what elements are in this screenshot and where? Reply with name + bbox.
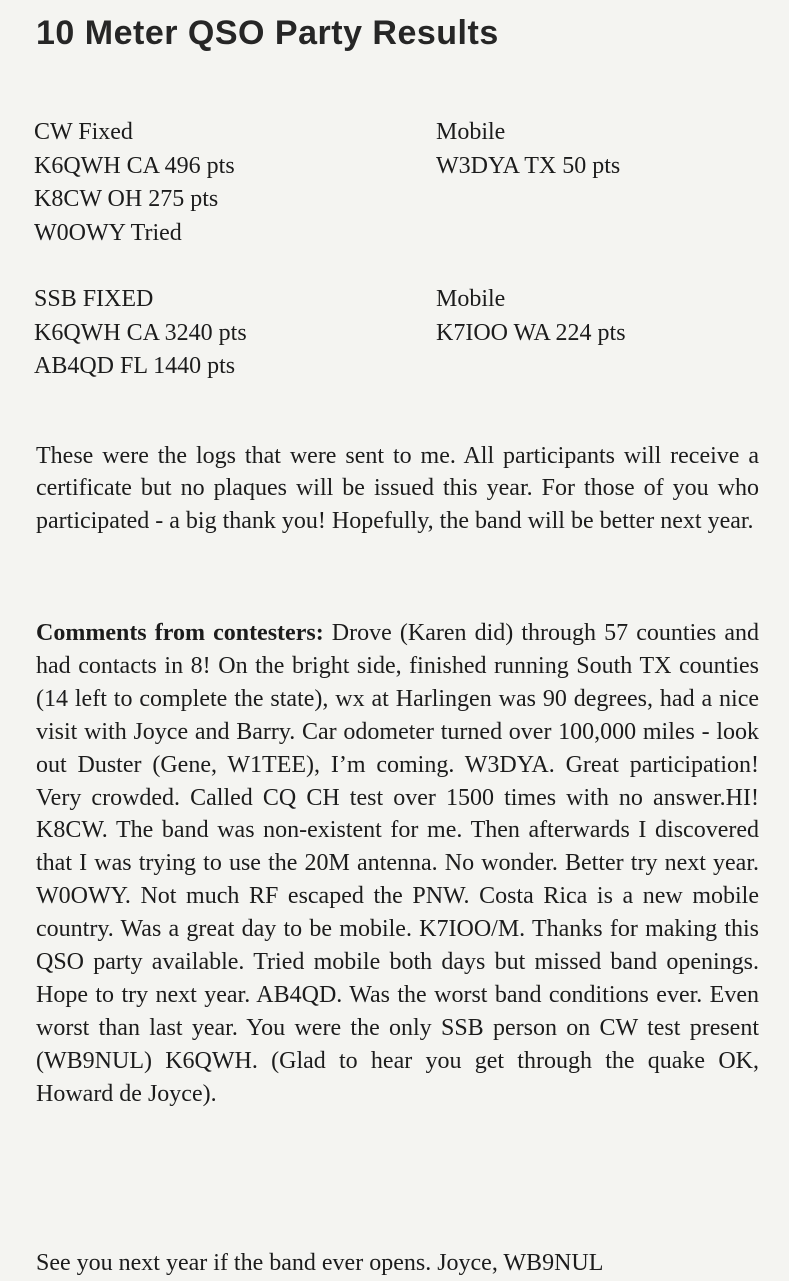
result-entry: W3DYA TX 50 pts xyxy=(436,152,621,179)
result-entry: AB4QD FL 1440 pts xyxy=(34,353,236,379)
result-entry: K7IOO WA 224 pts xyxy=(436,319,626,346)
ssb-mobile-results xyxy=(436,283,626,350)
section-heading: Mobile xyxy=(436,119,506,145)
intro-paragraph: These were the logs that were sent to me. All participants will receive a certificate but no plaques will be issued this year. For those of you who participated - a big thank you! Hopefully, the band will be better next year. xyxy=(36,443,759,534)
comments-lead: Comments from contesters: xyxy=(36,620,324,646)
cw-mobile-results xyxy=(436,116,620,183)
comments-paragraph xyxy=(36,617,759,1111)
ssb-fixed-results xyxy=(34,283,247,384)
closing-line: See you next year if the band ever opens. Joyce, WB9NUL xyxy=(36,1250,604,1276)
comments-text: Drove (Karen did) through 57 counties and had contacts in 8! On the bright side, finished running South TX counties (14 left to complete the state), wx at Harlingen was 90 degrees, had a nice visit with Joyce and Barry. Car odometer turned over 100,000 miles - look out Duster (Gene, W1TEE), I’m coming. W3DYA. Great participation! Very crowded. Called CQ CH test over 1500 times with no answer.HI! K8CW. The band was non-existent for me. Then afterwards I discovered that I was trying to use the 20M antenna. No wonder. Better try next year. W0OWY. Not much RF escaped the PNW. Costa Rica is a new mobile country. Was a great day to be mobile. K7IOO/M. Thanks for making this QSO party available. Tried mobile both days but missed band openings. Hope to try next year. AB4QD. Was the worst band conditions ever. Even worst than last year. You were the only SSB person on CW test present (WB9NUL) K6QWH. (Glad to hear you get through the quake OK, Howard de Joyce). xyxy=(36,620,759,1107)
page-title: 10 Meter QSO Party Results xyxy=(36,14,499,52)
result-entry: K8CW OH 275 pts xyxy=(34,186,219,212)
cw-fixed-results xyxy=(34,116,235,250)
section-heading: SSB FIXED xyxy=(34,286,154,312)
section-heading: Mobile xyxy=(436,286,506,312)
result-entry: K6QWH CA 496 pts xyxy=(34,152,235,179)
result-entry: W0OWY Tried xyxy=(34,219,182,246)
section-heading: CW Fixed xyxy=(34,119,133,145)
result-entry: K6QWH CA 3240 pts xyxy=(34,319,247,346)
